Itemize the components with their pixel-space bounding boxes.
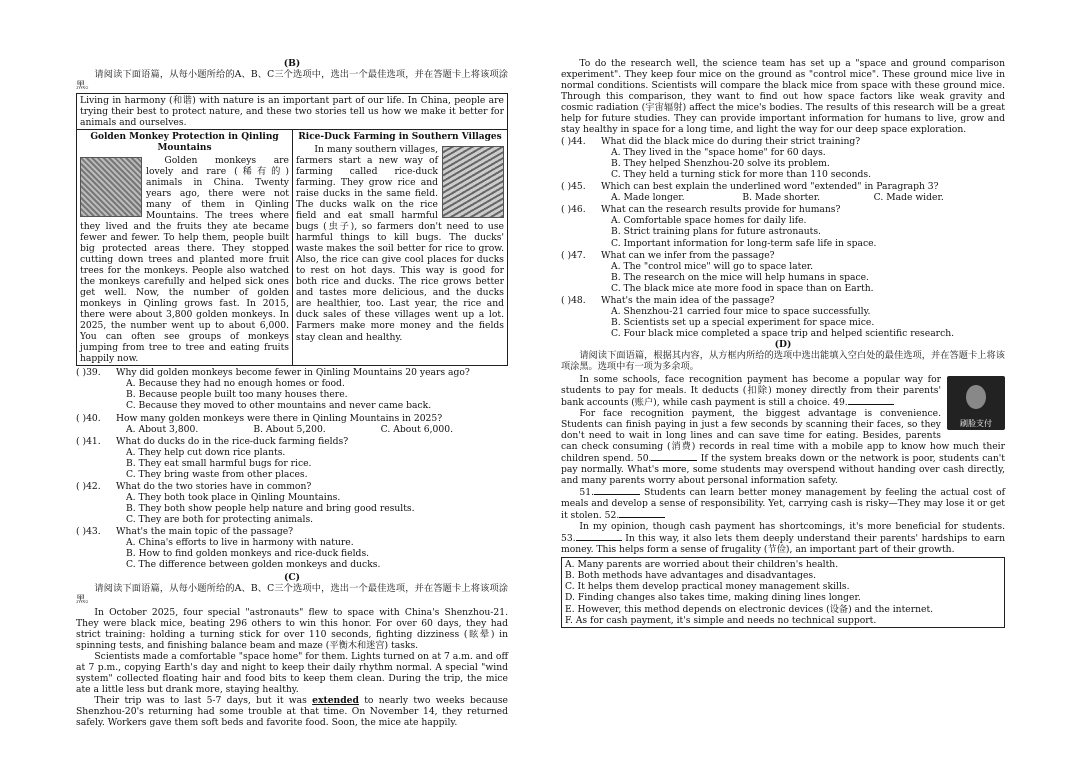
options-row	[76, 424, 508, 435]
question-text: What can the research results provide for humans?	[601, 204, 841, 216]
blank-option[interactable]: E. However, this method depends on electronic devices (设备) and the internet.	[565, 603, 934, 615]
section-c-p2: Scientists made a comfortable "space home" for them. Lights turned on at 7 a.m. and off at 7 p.m., copying Earth's day and night to keep their daily rhythm normal. A special "wind system" collected floating hair and food bits to keep them clean. During the trip, the mice ate a little less but drank more, staying healthy.	[76, 651, 508, 696]
question-text: What can we infer from the passage?	[601, 249, 775, 261]
question-text: What's the main topic of the passage?	[116, 525, 294, 537]
blank-53[interactable]	[576, 532, 622, 541]
underlined-word: extended	[312, 695, 359, 707]
right-column	[561, 58, 1005, 628]
answer-bracket[interactable]: ( )42.	[76, 480, 101, 492]
section-b-header: (B)	[283, 58, 301, 69]
story1-text: Golden monkeys are lovely and rare (稀有的) animals in China. Twenty years ago, there were not many of them in Qinling Mountains. The trees where they lived and the fruits they ate became fewer and fewer. To help them, people built big protected areas there. They stopped cutting down trees and planted more fruit trees for the monkeys. People also watched the monkeys carefully and helped sick ones get well. Now, the number of golden monkeys in Qinling grows fast. In 2015, there were about 3,800 golden monkeys. In 2025, the number went up to about 6,000. You can often see groups of monkeys jumping from tree to tree and eating fruits happily now.	[80, 154, 289, 365]
section-d-instruction: 请阅读下面语篇，根据其内容，从方框内所给的选项中选出能填入空白处的最佳选项，并在答题卡上将该项涂黑。选项中有一项为多余项。	[561, 349, 1005, 372]
answer-option[interactable]: C. Important information for long-term safe life in space.	[611, 237, 877, 249]
question-stem	[561, 295, 1005, 306]
answer-option[interactable]: A. They lived in the "space home" for 60 days.	[611, 147, 826, 159]
d-p2-text: For face recognition payment, the biggest advantage is convenience. Students can finish paying in just a few seconds by scanning their faces, so they don't need to wait in long lines and can save time for eating. Besides, parents can check consuming (消费) records in real time with a mobile app to know how much their children spend. 50.	[561, 407, 1005, 465]
story2-text: In many southern villages, farmers start a new way of farming called rice-duck farming. They grow rice and raise ducks in the same field. The ducks walk on the rice field and eat small harmful bugs (虫子), so farmers don't need to use harmful things to kill bugs. The ducks' waste makes the soil better for rice to grow. Also, the rice can give cool places for ducks to rest on hot days. This way is good for both rice and ducks. The rice grows better and tastes more delicious, and the ducks are healthier, too. Last year, the rice and duck sales of these villages went up a lot. Farmers make more money and the fields stay clean and healthy.	[296, 143, 504, 343]
answer-option[interactable]: C. Made wider.	[873, 192, 944, 204]
question-text: What do the two stories have in common?	[116, 480, 312, 492]
answer-option[interactable]: B. Because people built too many houses there.	[126, 389, 348, 401]
question-stem	[561, 136, 1005, 147]
answer-option[interactable]: B. They eat small harmful bugs for rice.	[126, 457, 312, 469]
blank-option[interactable]: D. Finding changes also takes time, making dining lines longer.	[565, 592, 861, 604]
options-row	[561, 192, 1005, 203]
answer-option[interactable]: B. Strict training plans for future astronauts.	[611, 226, 821, 238]
section-d-p3	[561, 486, 1005, 521]
question-stem	[561, 250, 1005, 261]
question-text: What did the black mice do during their strict training?	[601, 136, 861, 148]
story-golden-monkey	[77, 130, 292, 365]
question-item	[561, 204, 1005, 248]
answer-bracket[interactable]: ( )43.	[76, 525, 101, 537]
question-text: What's the main idea of the passage?	[601, 294, 775, 306]
question-item	[76, 436, 508, 480]
question-stem	[561, 181, 1005, 192]
question-item	[561, 136, 1005, 180]
question-item	[561, 181, 1005, 203]
blank-51[interactable]	[594, 486, 640, 495]
question-item	[76, 526, 508, 570]
blank-49[interactable]	[848, 396, 894, 405]
question-stem	[561, 204, 1005, 215]
answer-option[interactable]: B. They helped Shenzhou-20 solve its problem.	[611, 158, 830, 170]
answer-bracket[interactable]: ( )40.	[76, 412, 101, 424]
answer-option[interactable]: A. Shenzhou-21 carried four mice to space successfully.	[611, 305, 871, 317]
answer-option[interactable]: A. Made longer.	[611, 192, 685, 204]
answer-option[interactable]: B. How to find golden monkeys and rice-duck fields.	[126, 547, 370, 559]
question-stem	[76, 436, 508, 447]
blank-option[interactable]: B. Both methods have advantages and disadvantages.	[565, 570, 817, 582]
face-recognition-icon	[947, 376, 1005, 430]
question-stem	[76, 526, 508, 537]
left-column	[76, 58, 508, 728]
section-c-header: (C)	[283, 571, 300, 583]
question-item	[561, 250, 1005, 294]
answer-bracket[interactable]: ( )46.	[561, 204, 586, 216]
blank-option[interactable]: A. Many parents are worried about their children's health.	[565, 559, 839, 571]
answer-bracket[interactable]: ( )48.	[561, 294, 586, 306]
answer-option[interactable]: A. About 3,800.	[126, 423, 199, 435]
section-c-p3	[76, 695, 508, 728]
section-c-p4: To do the research well, the science team has set up a "space and ground comparison experiment". They keep four mice on the ground as "control mice". These ground mice live in normal conditions. Scientists will compare the black mice from space with these ground mice. Through this comparison, they want to find out how space factors like weak gravity and cosmic radiation (宇宙辐射) affect the mice's bodies. The results of this research will be a great help for future studies. They can provide important information for humans to live, grow and stay healthy in space for a long time, and light the way for our deep space exploration.	[561, 58, 1005, 136]
d-p4-text-end: In this way, it also lets them deeply understand their parents' hardships to earn money. This helps form a sense of frugality (节俭), an important part of their growth.	[561, 533, 1005, 556]
blank-option[interactable]: F. As for cash payment, it's simple and needs no technical support.	[565, 614, 877, 626]
answer-option[interactable]: C. Four black mice completed a space trip and helped scientific research.	[611, 327, 955, 339]
blank-52[interactable]	[619, 509, 665, 518]
d-p3-text: Students can learn better money management by feeling the actual cost of meals and develop a sense of responsibility. Yet, carrying cash is risky—They may lose it or get it stolen. 52.	[561, 487, 1006, 522]
answer-bracket[interactable]: ( )45.	[561, 181, 586, 193]
question-stem	[76, 413, 508, 424]
section-b-instruction: 请阅读下面语篇，从每小题所给的A、B、C三个选项中，选出一个最佳选项，并在答题卡上将该项涂黑。	[76, 69, 508, 92]
answer-option[interactable]: B. About 5,200.	[253, 423, 326, 435]
question-item	[76, 481, 508, 525]
answer-option[interactable]: A. Because they had no enough homes or food.	[126, 378, 345, 390]
answer-option[interactable]: C. They are both for protecting animals.	[126, 513, 314, 525]
d-p3-num: 51.	[579, 487, 595, 499]
story1-title: Golden Monkey Protection in Qinling Mountains	[90, 132, 279, 153]
question-stem	[76, 481, 508, 492]
answer-option[interactable]: A. China's efforts to live in harmony with nature.	[126, 536, 354, 548]
answer-option[interactable]: C. The black mice ate more food in space than on Earth.	[611, 282, 874, 294]
rice-duck-image	[442, 146, 504, 218]
section-d-p4	[561, 521, 1005, 555]
section-c-instruction: 请阅读下面语篇，从每小题所给的A、B、C三个选项中，选出一个最佳选项，并在答题卡上将该项涂黑。	[76, 582, 508, 605]
answer-option[interactable]: B. They both show people help nature and bring good results.	[126, 502, 415, 514]
answer-option[interactable]: B. Scientists set up a special experiment for space mice.	[611, 316, 875, 328]
answer-option[interactable]: B. The research on the mice will help humans in space.	[611, 271, 869, 283]
question-stem	[76, 367, 508, 378]
answer-option[interactable]: B. Made shorter.	[742, 192, 821, 204]
question-item	[561, 295, 1005, 339]
answer-option[interactable]: C. Because they moved to other mountains and never came back.	[126, 400, 432, 412]
answer-option[interactable]: A. Comfortable space homes for daily life.	[611, 215, 807, 227]
story2-title: Rice-Duck Farming in Southern Villages	[298, 132, 502, 143]
section-b-intro: Living in harmony (和谐) with nature is an important part of our life. In China, people are trying their best to protect nature, and these two stories tell us how we make it better for animals and ourselves.	[76, 93, 508, 130]
answer-option[interactable]: C. They held a turning stick for more than 110 seconds.	[611, 169, 872, 181]
answer-option[interactable]: A. The "control mice" will go to space later.	[611, 260, 814, 272]
section-d-p2	[561, 408, 1005, 486]
p3-start: Their trip was to last 5-7 days, but it was	[94, 695, 307, 707]
d-p2-text-end: If the system breaks down or the network is poor, students can't pay normally. What's more, some students may overspend without handing over cash directly, and many parents worry about personal information safety.	[561, 453, 1005, 487]
blank-option[interactable]: C. It helps them develop practical money management skills.	[565, 581, 850, 593]
answer-option[interactable]: A. They help cut down rice plants.	[126, 446, 286, 458]
question-text: How many golden monkeys were there in Qinling Mountains in 2025?	[116, 412, 443, 424]
answer-option[interactable]: C. The difference between golden monkeys and ducks.	[126, 558, 381, 570]
story-rice-duck	[292, 130, 507, 365]
section-c-p1: In October 2025, four special "astronauts" flew to space with China's Shenzhou-21. They were black mice, beating 296 others to win this honor. For over 60 days, they had strict training: holding a turning stick for over 110 seconds, fighting dizziness (眩晕) in spinning tests, and finishing balance beam and maze (平衡木和迷宫) tasks.	[76, 607, 508, 652]
answer-bracket[interactable]: ( )47.	[561, 249, 586, 261]
section-c-questions	[561, 136, 1005, 339]
d-p1-text: In some schools, face recognition payment has become a popular way for students to pay for meals. It deducts (扣除) money directly from their parents' bank accounts (账户), while cash payment is still a choice. 49.	[561, 373, 941, 408]
section-d-p1	[561, 374, 1005, 408]
answer-bracket[interactable]: ( )41.	[76, 435, 101, 447]
golden-monkey-image	[80, 157, 142, 217]
section-d-header: (D)	[774, 338, 792, 350]
question-item	[76, 413, 508, 435]
question-item	[76, 367, 508, 411]
question-text: Which can best explain the underlined word "extended" in Paragraph 3?	[601, 181, 939, 193]
answer-option[interactable]: C. About 6,000.	[380, 423, 453, 435]
answer-bracket[interactable]: ( )39.	[76, 367, 101, 379]
question-text: What do ducks do in the rice-duck farming fields?	[116, 435, 349, 447]
d-p4-text: In my opinion, though cash payment has shortcomings, it's more beneficial for students. 53.	[561, 521, 1005, 545]
face-pay-caption: 刷脸支付	[960, 419, 992, 429]
p3-end: to nearly two weeks because Shenzhou-20's returning had some trouble at that time. On November 14, they returned safely. Workers gave them soft beds and favorite food. Soon, the mice ate happily.	[76, 695, 508, 729]
answer-bracket[interactable]: ( )44.	[561, 136, 586, 148]
blank-50[interactable]	[651, 452, 697, 461]
answer-option[interactable]: C. They bring waste from other places.	[126, 468, 308, 480]
question-text: Why did golden monkeys become fewer in Qinling Mountains 20 years ago?	[116, 367, 470, 379]
section-b-questions	[76, 367, 508, 570]
section-b-stories	[76, 130, 508, 366]
answer-option[interactable]: A. They both took place in Qinling Mountains.	[126, 491, 341, 503]
section-d-options-box	[561, 557, 1005, 627]
